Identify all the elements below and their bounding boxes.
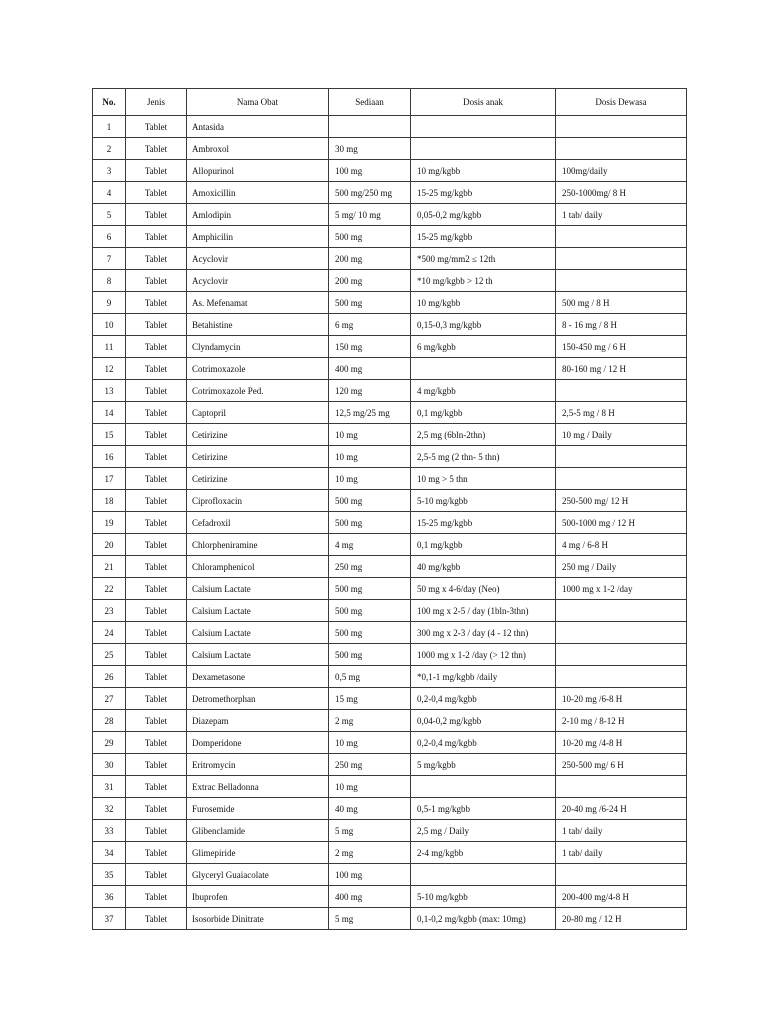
table-row [93, 116, 687, 138]
cell-dosis-anak [411, 776, 556, 798]
cell-nama-obat: Cotrimoxazole Ped. [187, 380, 329, 402]
cell-dosis-anak: 40 mg/kgbb [411, 556, 556, 578]
cell-jenis: Tablet [126, 336, 187, 358]
cell-sediaan: 500 mg [329, 644, 411, 666]
cell-no: 10 [93, 314, 126, 336]
cell-dosis-anak: 2-4 mg/kgbb [411, 842, 556, 864]
cell-dosis-anak: 0,1-0,2 mg/kgbb (max: 10mg) [411, 908, 556, 930]
cell-nama-obat: Allopurinol [187, 160, 329, 182]
cell-dosis-dewasa: 80-160 mg / 12 H [556, 358, 687, 380]
cell-sediaan: 6 mg [329, 314, 411, 336]
table-row [93, 710, 687, 732]
cell-no: 34 [93, 842, 126, 864]
cell-no: 12 [93, 358, 126, 380]
cell-jenis: Tablet [126, 864, 187, 886]
table-row [93, 138, 687, 160]
cell-jenis: Tablet [126, 446, 187, 468]
cell-nama-obat: Acyclovir [187, 248, 329, 270]
cell-dosis-anak: 10 mg > 5 thn [411, 468, 556, 490]
table-row [93, 556, 687, 578]
table-row [93, 622, 687, 644]
cell-sediaan: 500 mg [329, 490, 411, 512]
cell-sediaan [329, 116, 411, 138]
cell-nama-obat: Cetirizine [187, 424, 329, 446]
cell-jenis: Tablet [126, 160, 187, 182]
cell-no: 5 [93, 204, 126, 226]
cell-sediaan: 10 mg [329, 732, 411, 754]
cell-jenis: Tablet [126, 490, 187, 512]
cell-dosis-dewasa [556, 270, 687, 292]
table-row [93, 270, 687, 292]
cell-dosis-anak [411, 116, 556, 138]
cell-jenis: Tablet [126, 578, 187, 600]
cell-no: 21 [93, 556, 126, 578]
cell-dosis-anak: 10 mg/kgbb [411, 292, 556, 314]
cell-sediaan: 400 mg [329, 358, 411, 380]
cell-nama-obat: Furosemide [187, 798, 329, 820]
cell-sediaan: 4 mg [329, 534, 411, 556]
cell-dosis-dewasa: 20-40 mg /6-24 H [556, 798, 687, 820]
cell-nama-obat: Ciprofloxacin [187, 490, 329, 512]
table-row [93, 512, 687, 534]
cell-no: 13 [93, 380, 126, 402]
cell-no: 9 [93, 292, 126, 314]
cell-nama-obat: As. Mefenamat [187, 292, 329, 314]
cell-no: 4 [93, 182, 126, 204]
cell-sediaan: 500 mg/250 mg [329, 182, 411, 204]
table-row [93, 248, 687, 270]
cell-no: 22 [93, 578, 126, 600]
cell-dosis-dewasa: 4 mg / 6-8 H [556, 534, 687, 556]
table-row [93, 688, 687, 710]
cell-dosis-dewasa: 250-1000mg/ 8 H [556, 182, 687, 204]
cell-nama-obat: Glyceryl Guaiacolate [187, 864, 329, 886]
cell-sediaan: 500 mg [329, 226, 411, 248]
cell-dosis-dewasa [556, 644, 687, 666]
cell-sediaan: 5 mg [329, 820, 411, 842]
cell-nama-obat: Calsium Lactate [187, 600, 329, 622]
cell-dosis-dewasa: 250 mg / Daily [556, 556, 687, 578]
cell-dosis-dewasa [556, 226, 687, 248]
cell-sediaan: 30 mg [329, 138, 411, 160]
cell-sediaan: 0,5 mg [329, 666, 411, 688]
table-row [93, 314, 687, 336]
cell-jenis: Tablet [126, 424, 187, 446]
cell-jenis: Tablet [126, 138, 187, 160]
cell-dosis-dewasa: 200-400 mg/4-8 H [556, 886, 687, 908]
cell-dosis-anak: 0,1 mg/kgbb [411, 534, 556, 556]
table-row [93, 226, 687, 248]
cell-dosis-dewasa: 8 - 16 mg / 8 H [556, 314, 687, 336]
cell-no: 6 [93, 226, 126, 248]
cell-dosis-dewasa [556, 666, 687, 688]
cell-dosis-anak: 50 mg x 4-6/day (Neo) [411, 578, 556, 600]
cell-nama-obat: Glimepiride [187, 842, 329, 864]
table-body [93, 116, 687, 930]
cell-dosis-dewasa: 2,5-5 mg / 8 H [556, 402, 687, 424]
cell-sediaan: 500 mg [329, 622, 411, 644]
cell-nama-obat: Antasida [187, 116, 329, 138]
cell-dosis-anak: 0,15-0,3 mg/kgbb [411, 314, 556, 336]
table-row [93, 644, 687, 666]
table-row [93, 424, 687, 446]
cell-dosis-dewasa [556, 468, 687, 490]
cell-no: 8 [93, 270, 126, 292]
cell-no: 28 [93, 710, 126, 732]
cell-jenis: Tablet [126, 380, 187, 402]
cell-nama-obat: Calsium Lactate [187, 578, 329, 600]
cell-dosis-anak: *10 mg/kgbb > 12 th [411, 270, 556, 292]
cell-dosis-anak [411, 138, 556, 160]
table-row [93, 864, 687, 886]
cell-nama-obat: Betahistine [187, 314, 329, 336]
cell-nama-obat: Ambroxol [187, 138, 329, 160]
table-row [93, 820, 687, 842]
cell-sediaan: 2 mg [329, 842, 411, 864]
cell-dosis-anak: 100 mg x 2-5 / day (1bln-3thn) [411, 600, 556, 622]
cell-jenis: Tablet [126, 886, 187, 908]
table-row [93, 160, 687, 182]
cell-dosis-dewasa [556, 622, 687, 644]
cell-jenis: Tablet [126, 270, 187, 292]
cell-sediaan: 100 mg [329, 864, 411, 886]
cell-sediaan: 250 mg [329, 754, 411, 776]
cell-dosis-dewasa: 500 mg / 8 H [556, 292, 687, 314]
cell-sediaan: 200 mg [329, 248, 411, 270]
table-row [93, 798, 687, 820]
cell-no: 18 [93, 490, 126, 512]
cell-nama-obat: Cetirizine [187, 468, 329, 490]
cell-no: 27 [93, 688, 126, 710]
cell-dosis-dewasa [556, 600, 687, 622]
cell-jenis: Tablet [126, 116, 187, 138]
cell-jenis: Tablet [126, 820, 187, 842]
cell-jenis: Tablet [126, 732, 187, 754]
cell-nama-obat: Eritromycin [187, 754, 329, 776]
cell-dosis-anak: *500 mg/mm2 ≤ 12th [411, 248, 556, 270]
cell-no: 19 [93, 512, 126, 534]
cell-jenis: Tablet [126, 512, 187, 534]
cell-dosis-anak [411, 358, 556, 380]
cell-nama-obat: Clyndamycin [187, 336, 329, 358]
cell-no: 1 [93, 116, 126, 138]
cell-dosis-anak: 2,5-5 mg (2 thn- 5 thn) [411, 446, 556, 468]
header-sediaan: Sediaan [329, 89, 411, 116]
cell-nama-obat: Amlodipin [187, 204, 329, 226]
cell-jenis: Tablet [126, 556, 187, 578]
cell-jenis: Tablet [126, 754, 187, 776]
cell-dosis-anak: 0,1 mg/kgbb [411, 402, 556, 424]
cell-sediaan: 200 mg [329, 270, 411, 292]
cell-no: 37 [93, 908, 126, 930]
table-row [93, 886, 687, 908]
cell-jenis: Tablet [126, 292, 187, 314]
cell-dosis-anak: 0,04-0,2 mg/kgbb [411, 710, 556, 732]
cell-no: 11 [93, 336, 126, 358]
cell-nama-obat: Chloramphenicol [187, 556, 329, 578]
cell-no: 24 [93, 622, 126, 644]
cell-jenis: Tablet [126, 314, 187, 336]
cell-no: 2 [93, 138, 126, 160]
cell-dosis-dewasa: 1 tab/ daily [556, 842, 687, 864]
header-no: No. [93, 89, 126, 116]
header-jenis: Jenis [126, 89, 187, 116]
header-dosis-anak: Dosis anak [411, 89, 556, 116]
table-row [93, 402, 687, 424]
cell-nama-obat: Cotrimoxazole [187, 358, 329, 380]
cell-nama-obat: Ibuprofen [187, 886, 329, 908]
cell-jenis: Tablet [126, 622, 187, 644]
cell-no: 17 [93, 468, 126, 490]
cell-no: 16 [93, 446, 126, 468]
cell-nama-obat: Diazepam [187, 710, 329, 732]
cell-dosis-anak: 2,5 mg / Daily [411, 820, 556, 842]
cell-sediaan: 150 mg [329, 336, 411, 358]
cell-nama-obat: Detromethorphan [187, 688, 329, 710]
cell-dosis-dewasa: 1000 mg x 1-2 /day [556, 578, 687, 600]
cell-sediaan: 500 mg [329, 512, 411, 534]
cell-nama-obat: Amoxicillin [187, 182, 329, 204]
table-row [93, 600, 687, 622]
cell-sediaan: 500 mg [329, 600, 411, 622]
cell-dosis-anak: 2,5 mg (6bln-2thn) [411, 424, 556, 446]
table-row [93, 204, 687, 226]
cell-dosis-dewasa: 1 tab/ daily [556, 204, 687, 226]
cell-dosis-dewasa: 2-10 mg / 8-12 H [556, 710, 687, 732]
cell-sediaan: 10 mg [329, 776, 411, 798]
cell-sediaan: 500 mg [329, 292, 411, 314]
cell-dosis-dewasa: 10-20 mg /6-8 H [556, 688, 687, 710]
cell-jenis: Tablet [126, 402, 187, 424]
cell-dosis-anak: 6 mg/kgbb [411, 336, 556, 358]
cell-dosis-anak: 15-25 mg/kgbb [411, 226, 556, 248]
cell-dosis-dewasa: 150-450 mg / 6 H [556, 336, 687, 358]
cell-no: 36 [93, 886, 126, 908]
cell-no: 26 [93, 666, 126, 688]
cell-dosis-anak: 0,5-1 mg/kgbb [411, 798, 556, 820]
cell-no: 35 [93, 864, 126, 886]
table-row [93, 842, 687, 864]
cell-no: 23 [93, 600, 126, 622]
cell-jenis: Tablet [126, 710, 187, 732]
cell-nama-obat: Calsium Lactate [187, 644, 329, 666]
table-row [93, 446, 687, 468]
cell-nama-obat: Amphicilin [187, 226, 329, 248]
cell-sediaan: 400 mg [329, 886, 411, 908]
cell-jenis: Tablet [126, 842, 187, 864]
cell-dosis-anak: 1000 mg x 1-2 /day (> 12 thn) [411, 644, 556, 666]
cell-dosis-dewasa: 500-1000 mg / 12 H [556, 512, 687, 534]
cell-jenis: Tablet [126, 688, 187, 710]
header-row [93, 89, 687, 116]
cell-jenis: Tablet [126, 204, 187, 226]
table-row [93, 732, 687, 754]
cell-no: 33 [93, 820, 126, 842]
cell-no: 7 [93, 248, 126, 270]
cell-no: 25 [93, 644, 126, 666]
cell-jenis: Tablet [126, 468, 187, 490]
cell-no: 32 [93, 798, 126, 820]
cell-dosis-anak: 4 mg/kgbb [411, 380, 556, 402]
cell-no: 20 [93, 534, 126, 556]
cell-no: 30 [93, 754, 126, 776]
cell-sediaan: 500 mg [329, 578, 411, 600]
cell-dosis-anak: *0,1-1 mg/kgbb /daily [411, 666, 556, 688]
cell-sediaan: 250 mg [329, 556, 411, 578]
table-row [93, 358, 687, 380]
cell-sediaan: 15 mg [329, 688, 411, 710]
cell-nama-obat: Extrac Belladonna [187, 776, 329, 798]
cell-jenis: Tablet [126, 798, 187, 820]
table-row [93, 908, 687, 930]
cell-dosis-anak: 5-10 mg/kgbb [411, 490, 556, 512]
cell-dosis-dewasa [556, 446, 687, 468]
cell-nama-obat: Glibenclamide [187, 820, 329, 842]
table-row [93, 182, 687, 204]
table-row [93, 336, 687, 358]
cell-jenis: Tablet [126, 182, 187, 204]
cell-dosis-anak: 5 mg/kgbb [411, 754, 556, 776]
cell-sediaan: 12,5 mg/25 mg [329, 402, 411, 424]
cell-dosis-dewasa [556, 116, 687, 138]
cell-dosis-anak [411, 864, 556, 886]
table-row [93, 534, 687, 556]
cell-no: 14 [93, 402, 126, 424]
cell-nama-obat: Cetirizine [187, 446, 329, 468]
cell-jenis: Tablet [126, 776, 187, 798]
cell-nama-obat: Cefadroxil [187, 512, 329, 534]
table-row [93, 578, 687, 600]
cell-nama-obat: Acyclovir [187, 270, 329, 292]
cell-dosis-anak: 5-10 mg/kgbb [411, 886, 556, 908]
table-row [93, 380, 687, 402]
cell-dosis-anak: 0,05-0,2 mg/kgbb [411, 204, 556, 226]
table-row [93, 754, 687, 776]
cell-nama-obat: Isosorbide Dinitrate [187, 908, 329, 930]
cell-no: 3 [93, 160, 126, 182]
header-nama-obat: Nama Obat [187, 89, 329, 116]
cell-dosis-anak: 0,2-0,4 mg/kgbb [411, 688, 556, 710]
cell-jenis: Tablet [126, 248, 187, 270]
cell-jenis: Tablet [126, 666, 187, 688]
cell-dosis-dewasa [556, 380, 687, 402]
cell-jenis: Tablet [126, 226, 187, 248]
cell-dosis-dewasa [556, 776, 687, 798]
cell-no: 29 [93, 732, 126, 754]
cell-no: 31 [93, 776, 126, 798]
cell-sediaan: 120 mg [329, 380, 411, 402]
cell-nama-obat: Chlorpheniramine [187, 534, 329, 556]
cell-nama-obat: Domperidone [187, 732, 329, 754]
cell-dosis-anak: 15-25 mg/kgbb [411, 512, 556, 534]
cell-dosis-anak: 15-25 mg/kgbb [411, 182, 556, 204]
cell-dosis-dewasa: 250-500 mg/ 6 H [556, 754, 687, 776]
cell-dosis-dewasa [556, 864, 687, 886]
cell-sediaan: 5 mg/ 10 mg [329, 204, 411, 226]
table-row [93, 468, 687, 490]
cell-dosis-dewasa: 1 tab/ daily [556, 820, 687, 842]
cell-sediaan: 40 mg [329, 798, 411, 820]
cell-sediaan: 2 mg [329, 710, 411, 732]
table-row [93, 666, 687, 688]
cell-no: 15 [93, 424, 126, 446]
header-dosis-dewasa: Dosis Dewasa [556, 89, 687, 116]
cell-jenis: Tablet [126, 644, 187, 666]
cell-dosis-dewasa: 250-500 mg/ 12 H [556, 490, 687, 512]
table-row [93, 490, 687, 512]
drug-dosage-table [92, 88, 687, 930]
cell-jenis: Tablet [126, 908, 187, 930]
cell-jenis: Tablet [126, 600, 187, 622]
cell-dosis-anak: 300 mg x 2-3 / day (4 - 12 thn) [411, 622, 556, 644]
cell-nama-obat: Captopril [187, 402, 329, 424]
cell-dosis-dewasa: 20-80 mg / 12 H [556, 908, 687, 930]
cell-sediaan: 10 mg [329, 446, 411, 468]
cell-nama-obat: Calsium Lactate [187, 622, 329, 644]
cell-dosis-dewasa [556, 138, 687, 160]
cell-dosis-dewasa [556, 248, 687, 270]
cell-dosis-dewasa: 100mg/daily [556, 160, 687, 182]
cell-dosis-anak: 0,2-0,4 mg/kgbb [411, 732, 556, 754]
cell-dosis-dewasa: 10-20 mg /4-8 H [556, 732, 687, 754]
table-row [93, 776, 687, 798]
cell-sediaan: 100 mg [329, 160, 411, 182]
cell-dosis-anak: 10 mg/kgbb [411, 160, 556, 182]
cell-dosis-dewasa: 10 mg / Daily [556, 424, 687, 446]
table-row [93, 292, 687, 314]
cell-jenis: Tablet [126, 534, 187, 556]
cell-sediaan: 10 mg [329, 468, 411, 490]
cell-nama-obat: Dexametasone [187, 666, 329, 688]
cell-sediaan: 10 mg [329, 424, 411, 446]
cell-jenis: Tablet [126, 358, 187, 380]
cell-sediaan: 5 mg [329, 908, 411, 930]
